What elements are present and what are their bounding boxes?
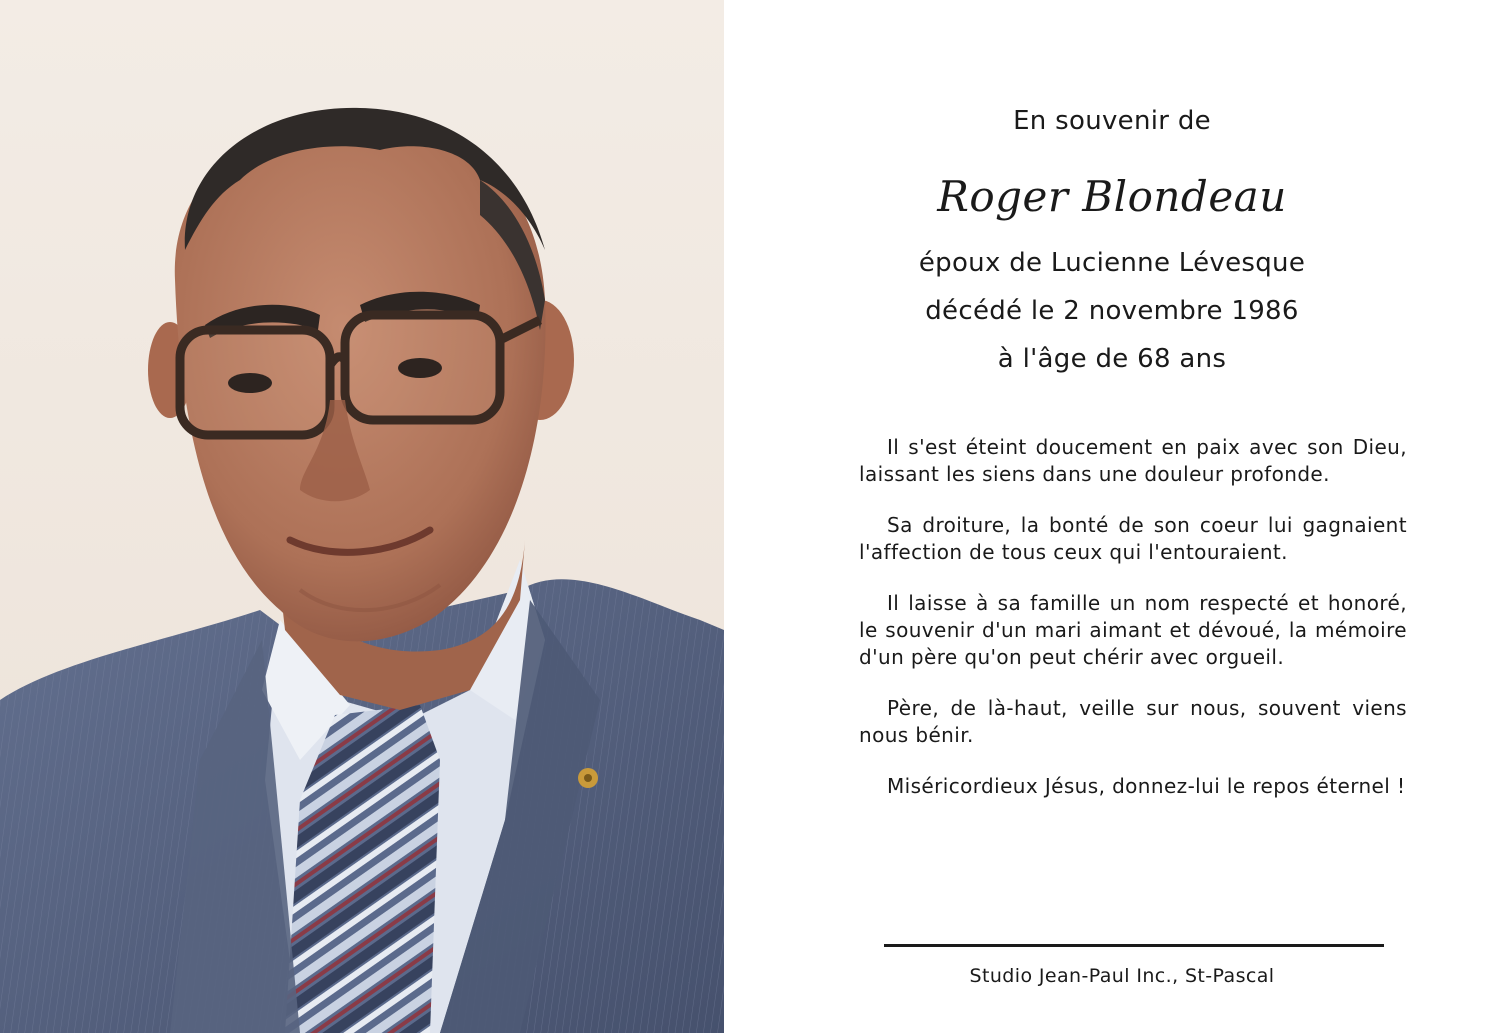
studio-credit: Studio Jean-Paul Inc., St-Pascal xyxy=(969,965,1275,987)
memorial-text-panel xyxy=(724,0,1500,1033)
memorial-body xyxy=(859,434,1407,824)
paragraph: Il laisse à sa famille un nom respecté et honoré, le souvenir d'un mari aimant et dévoué, la mémoire d'un père qu'on peut chérir avec orgueil. xyxy=(859,591,1407,669)
death-date-line: décédé le 2 novembre 1986 xyxy=(925,296,1299,326)
portrait-illustration xyxy=(0,0,724,1033)
paragraph: Sa droiture, la bonté de son coeur lui gagnaient l'affection de tous ceux qui l'entouraient. xyxy=(859,513,1407,564)
paragraph: Il s'est éteint doucement en paix avec son Dieu, laissant les siens dans une douleur profonde. xyxy=(859,435,1407,486)
divider-rule xyxy=(884,944,1384,947)
paragraph: Miséricordieux Jésus, donnez-lui le repos éternel ! xyxy=(887,774,1406,798)
portrait-photo xyxy=(0,0,724,1033)
deceased-name: Roger Blondeau xyxy=(937,172,1287,221)
intro-line: En souvenir de xyxy=(1013,106,1211,136)
paragraph: Père, de là-haut, veille sur nous, souvent viens nous bénir. xyxy=(859,696,1407,747)
age-line: à l'âge de 68 ans xyxy=(997,344,1227,374)
eyeglasses xyxy=(180,315,540,435)
spouse-line: époux de Lucienne Lévesque xyxy=(918,248,1306,278)
